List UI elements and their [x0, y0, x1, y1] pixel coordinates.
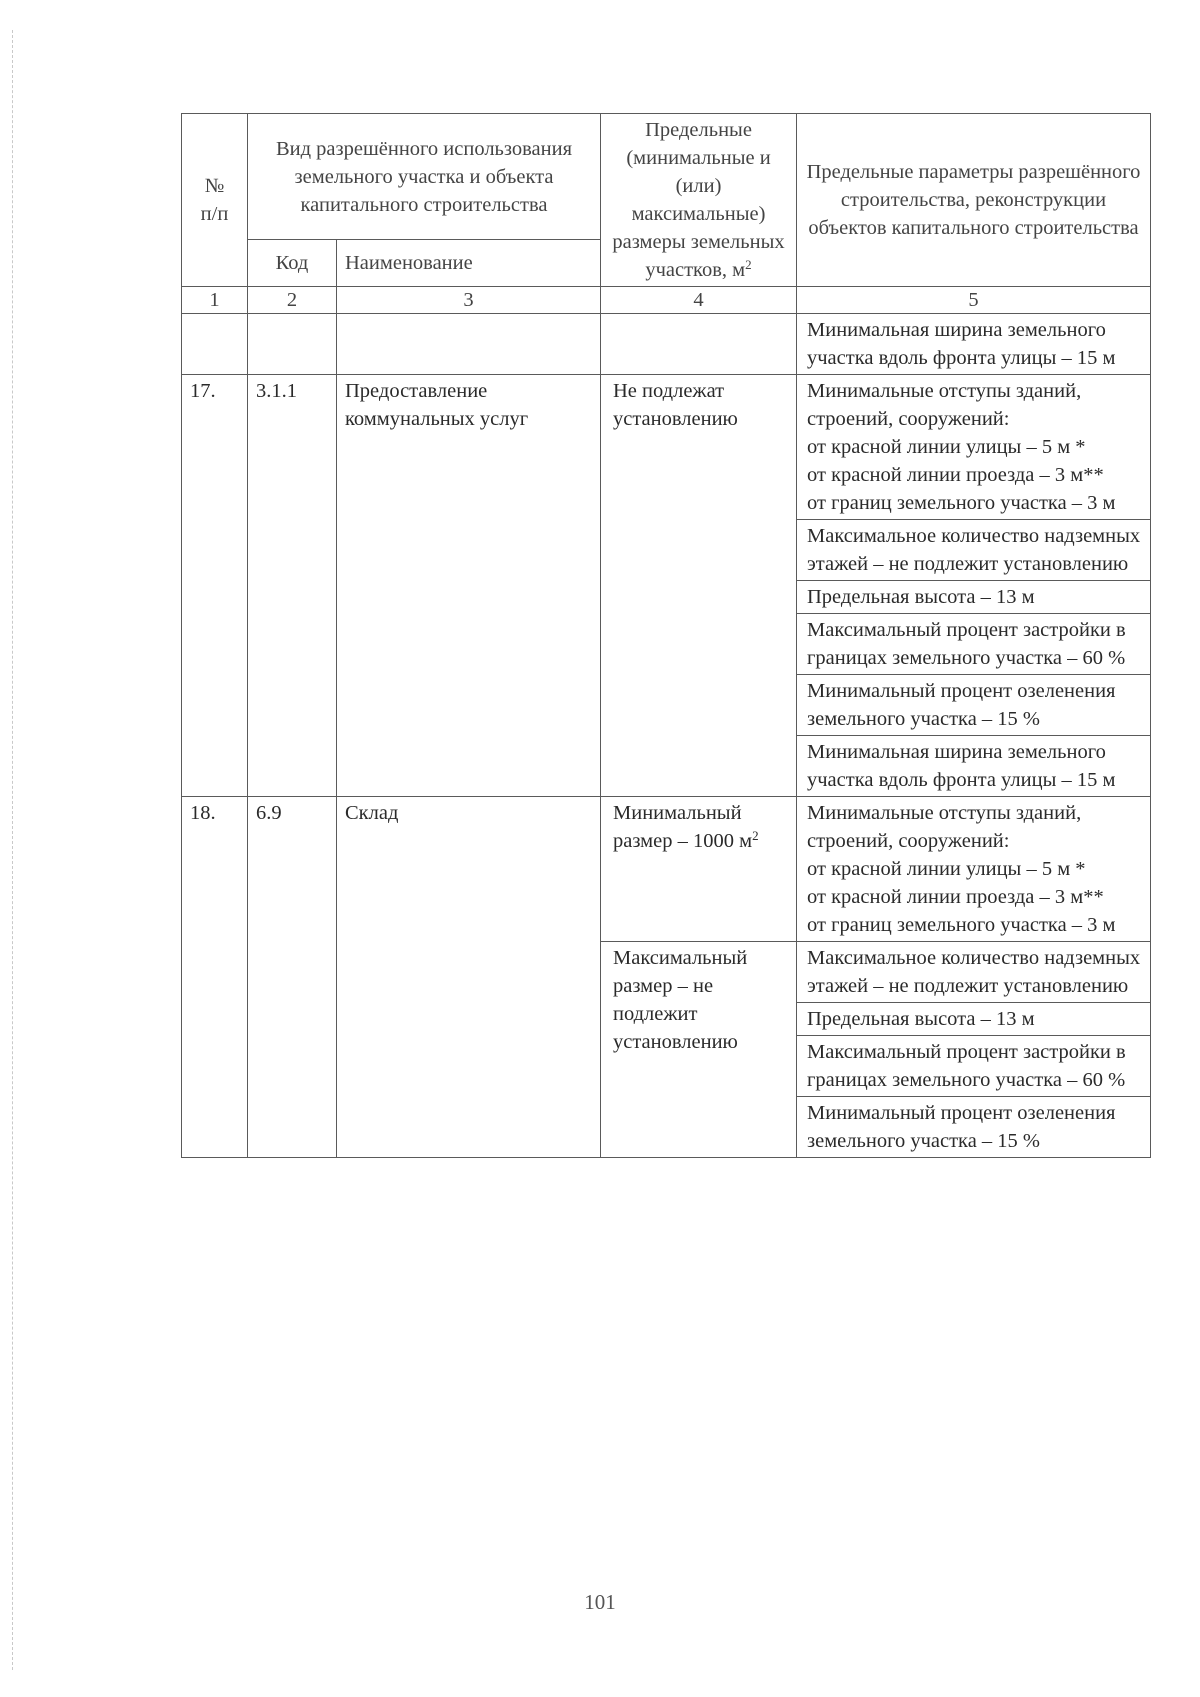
- table-row-continuation: [182, 314, 1151, 375]
- param-cell: Предельная высота – 13 м: [797, 1003, 1151, 1036]
- param-cell: Минимальный процент озеленения земельного участка – 15 %: [797, 675, 1151, 736]
- param-cell: Предельная высота – 13 м: [797, 581, 1151, 614]
- param-cell: Минимальная ширина земельного участка вдоль фронта улицы – 15 м: [797, 736, 1151, 797]
- scan-margin-line: [12, 30, 13, 1670]
- row-name: Предоставление коммунальных услуг: [337, 375, 601, 797]
- param-cell: Максимальный процент застройки в границах земельного участка – 60 %: [797, 1036, 1151, 1097]
- cell-empty: [337, 314, 601, 375]
- param-cell: Минимальные отступы зданий, строений, сооружений: от красной линии улицы – 5 м * от красной линии проезда – 3 м** от границ земельного участка – 3 м: [797, 797, 1151, 942]
- row-plot-size: Не подлежат установлению: [601, 375, 797, 797]
- column-number: 5: [797, 287, 1151, 314]
- header-code: Код: [248, 240, 337, 287]
- param-cell: Минимальные отступы зданий, строений, сооружений: от красной линии улицы – 5 м * от красной линии проезда – 3 м** от границ земельного участка – 3 м: [797, 375, 1151, 520]
- table-row-17: [182, 375, 1151, 520]
- param-cell: Максимальное количество надземных этажей – не подлежит установлению: [797, 942, 1151, 1003]
- column-number: 2: [248, 287, 337, 314]
- row-code: 3.1.1: [248, 375, 337, 797]
- row-name: Склад: [337, 797, 601, 1158]
- row-number: 18.: [182, 797, 248, 1158]
- header-plot-sizes: [601, 114, 797, 287]
- header-number: № п/п: [182, 114, 248, 287]
- page-number: 101: [584, 1590, 616, 1614]
- column-number-row: [182, 287, 1151, 314]
- row-code: 6.9: [248, 797, 337, 1158]
- column-number: 1: [182, 287, 248, 314]
- param-cell: Минимальная ширина земельного участка вдоль фронта улицы – 15 м: [797, 314, 1151, 375]
- table-row-18: [182, 797, 1151, 942]
- param-cell: Максимальное количество надземных этажей – не подлежит установлению: [797, 520, 1151, 581]
- param-cell: Минимальный процент озеленения земельного участка – 15 %: [797, 1097, 1151, 1158]
- row-number: 17.: [182, 375, 248, 797]
- column-number: 4: [601, 287, 797, 314]
- cell-empty: [182, 314, 248, 375]
- land-use-table: [181, 113, 1151, 1158]
- plot-size-min-text: Минимальный размер – 1000 м: [613, 802, 753, 852]
- header-plot-sizes-text: Предельные (минимальные и (или) максимальные) размеры земельных участков, м: [612, 119, 785, 281]
- row-plot-size-max: Максимальный размер – не подлежит установлению: [601, 942, 797, 1158]
- cell-empty: [601, 314, 797, 375]
- row-plot-size-min: [601, 797, 797, 942]
- header-name: Наименование: [337, 240, 601, 287]
- plot-size-min-sup: 2: [752, 828, 759, 843]
- header-building-params: Предельные параметры разрешённого строительства, реконструкции объектов капитального строительства: [797, 114, 1151, 287]
- header-plot-sizes-sup: 2: [745, 257, 752, 272]
- param-cell: Максимальный процент застройки в границах земельного участка – 60 %: [797, 614, 1151, 675]
- cell-empty: [248, 314, 337, 375]
- column-number: 3: [337, 287, 601, 314]
- header-use-type: Вид разрешённого использования земельного участка и объекта капитального строительства: [248, 114, 601, 240]
